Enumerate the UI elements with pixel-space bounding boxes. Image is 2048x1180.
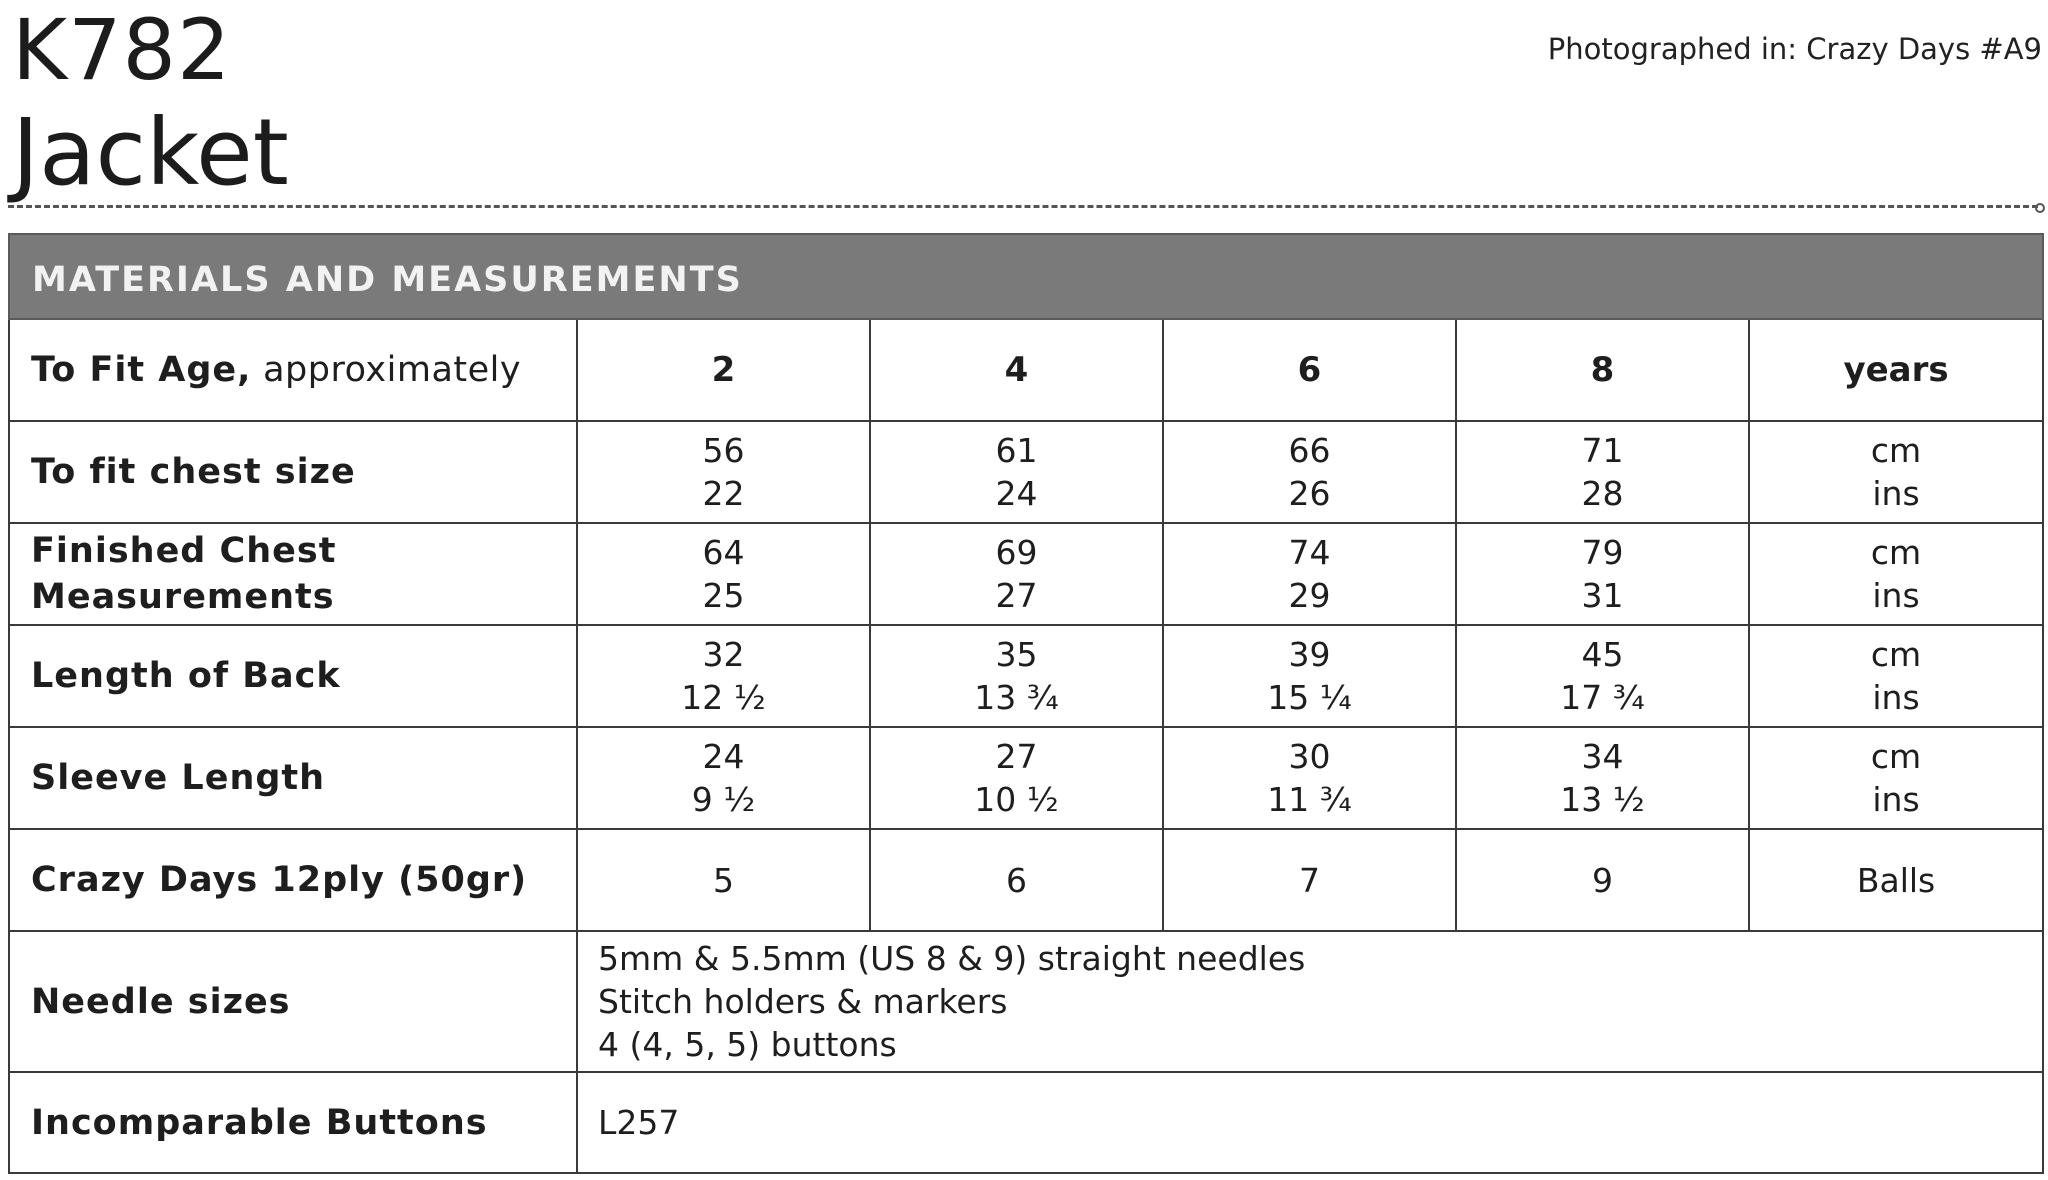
value-cell: 74 29 (1163, 523, 1456, 625)
needle-row (9, 931, 2043, 1072)
unit-cell: cm ins (1749, 625, 2043, 727)
chest-size-row (9, 421, 2043, 523)
age-size-2: 2 (577, 319, 870, 421)
age-size-8: 8 (1456, 319, 1749, 421)
value-cell: 27 10 ½ (870, 727, 1163, 829)
value-cell: 24 9 ½ (577, 727, 870, 829)
value-cell: 66 26 (1163, 421, 1456, 523)
sleeve-length-row (9, 727, 2043, 829)
needle-label: Needle sizes (9, 931, 577, 1072)
value-cell: 30 11 ¾ (1163, 727, 1456, 829)
needle-details (577, 931, 2043, 1072)
pattern-code: K782 (12, 1, 232, 99)
yarn-balls-size-2: 5 (577, 829, 870, 931)
value-cell: 34 13 ½ (1456, 727, 1749, 829)
needle-line: 5mm & 5.5mm (US 8 & 9) straight needles (598, 939, 1306, 978)
age-label-bold: To Fit Age, (31, 350, 252, 390)
photographed-in-note: Photographed in: Crazy Days #A9 (1547, 32, 2042, 66)
age-size-4: 4 (870, 319, 1163, 421)
pattern-name: Jacket (12, 99, 289, 206)
yarn-unit: Balls (1749, 829, 2043, 931)
value-cell: 45 17 ¾ (1456, 625, 1749, 727)
yarn-row (9, 829, 2043, 931)
value-cell: 35 13 ¾ (870, 625, 1163, 727)
row-label: Length of Back (9, 625, 577, 727)
unit-cell: cm ins (1749, 523, 2043, 625)
buttons-count-line: 4 (4, 5, 5) buttons (598, 1025, 897, 1064)
age-label (9, 319, 577, 421)
age-label-normal: approximately (251, 350, 522, 390)
value-cell: 39 15 ¼ (1163, 625, 1456, 727)
value-cell: 32 12 ½ (577, 625, 870, 727)
materials-table (8, 233, 2044, 1174)
section-header: MATERIALS AND MEASUREMENTS (9, 234, 2043, 319)
age-unit: years (1749, 319, 2043, 421)
length-of-back-row (9, 625, 2043, 727)
value-cell: 64 25 (577, 523, 870, 625)
yarn-balls-size-6: 7 (1163, 829, 1456, 931)
age-size-6: 6 (1163, 319, 1456, 421)
value-cell: 56 22 (577, 421, 870, 523)
age-row (9, 319, 2043, 421)
row-label: To fit chest size (9, 421, 577, 523)
row-label: Finished Chest Measurements (9, 523, 577, 625)
unit-cell: cm ins (1749, 727, 2043, 829)
buttons-label: Incomparable Buttons (9, 1072, 577, 1173)
value-cell: 69 27 (870, 523, 1163, 625)
value-cell: 71 28 (1456, 421, 1749, 523)
finished-chest-row (9, 523, 2043, 625)
yarn-label: Crazy Days 12ply (50gr) (9, 829, 577, 931)
yarn-balls-size-8: 9 (1456, 829, 1749, 931)
holders-line: Stitch holders & markers (598, 982, 1008, 1021)
row-label: Sleeve Length (9, 727, 577, 829)
buttons-code: L257 (577, 1072, 2043, 1173)
value-cell: 79 31 (1456, 523, 1749, 625)
buttons-row (9, 1072, 2043, 1173)
yarn-balls-size-4: 6 (870, 829, 1163, 931)
value-cell: 61 24 (870, 421, 1163, 523)
divider-end-circle (2035, 203, 2045, 213)
unit-cell: cm ins (1749, 421, 2043, 523)
dashed-divider (8, 205, 2038, 208)
